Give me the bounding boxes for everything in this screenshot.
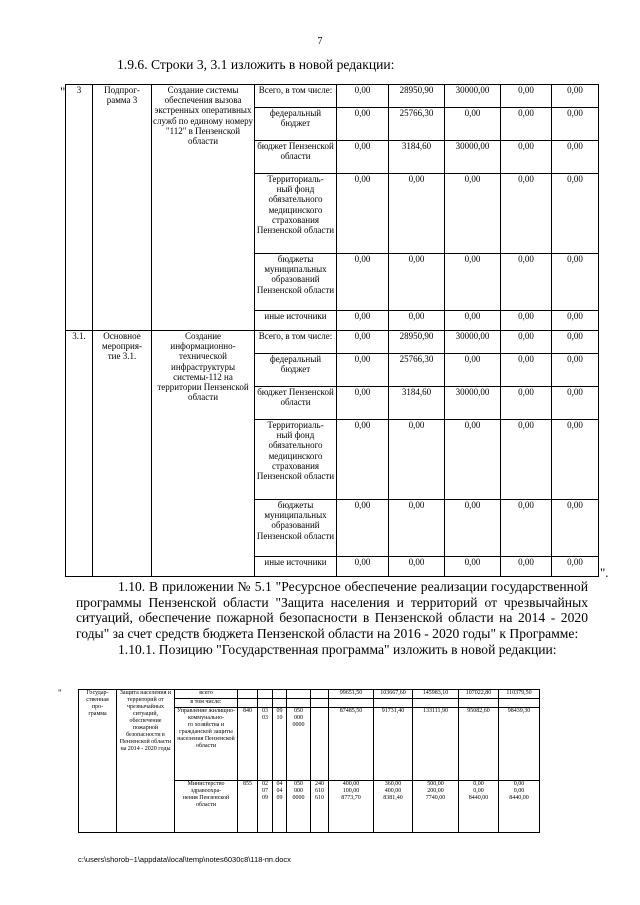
value-cell: 25766,30: [389, 108, 445, 141]
value-cell: 0,00: [445, 174, 501, 254]
funding-source-cell: федеральный бюджет: [255, 108, 337, 141]
value-cell: 360,00 400,00 8381,40: [374, 781, 413, 833]
funding-source-cell: Всего, в том числе:: [255, 85, 337, 108]
value-cell: 91731,40: [374, 708, 413, 781]
code-cell: 240 610 610: [311, 781, 329, 833]
value-cell: 0,00: [552, 108, 599, 141]
code-cell: [273, 690, 287, 699]
paragraph-1-10-text: 1.10. В приложении № 5.1 "Ресурсное обеспечение реализации государственной программы Пензенской области "Защита населения и территорий от чрезвычайных ситуаций, обеспечение пожарной безопасности в Пензенской области на 2014 - 2020 годы" за счет средств бюджета Пензенской области на 2016 - 2020 годы" к Программе:: [76, 579, 588, 641]
empty-cell: [287, 699, 311, 708]
value-cell: 0,00: [337, 557, 389, 577]
value-cell: 0,00: [389, 254, 445, 311]
code-cell: 03 03: [258, 708, 273, 781]
code-cell: 04 04 09: [273, 781, 287, 833]
value-cell: 0,00: [337, 254, 389, 311]
value-cell: 0,00: [552, 254, 599, 311]
empty-cell: [273, 699, 287, 708]
value-cell: 30000,00: [445, 331, 501, 354]
code-cell: [238, 690, 258, 699]
code-cell: [258, 690, 273, 699]
value-cell: 0,00: [552, 174, 599, 254]
empty-cell: [459, 699, 499, 708]
code-cell: 855: [238, 781, 258, 833]
empty-cell: [374, 699, 413, 708]
value-cell: 0,00: [552, 387, 599, 420]
executor-cell: Министерство здравоохра- нения Пензенской области: [175, 781, 238, 833]
value-cell: 0,00: [552, 354, 599, 387]
value-cell: 0,00: [501, 108, 552, 141]
funding-source-cell: Территориаль- ный фонд обязательного медицинского страхования Пензенской области: [255, 420, 337, 500]
value-cell: 0,00: [501, 311, 552, 331]
value-cell: 0,00: [501, 420, 552, 500]
value-cell: 0,00: [337, 141, 389, 174]
executor-cell: Управление жилищно- коммунально- го хозяйства и гражданской защиты населения Пензенской области: [175, 708, 238, 781]
value-cell: 98439,30: [499, 708, 540, 781]
value-cell: 0,00: [337, 420, 389, 500]
value-cell: 3184,60: [389, 387, 445, 420]
including-label-cell: в том числе:: [175, 699, 238, 708]
program-name-cell: Подпрог- рамма 3: [93, 85, 152, 331]
value-cell: 0,00: [337, 311, 389, 331]
paragraph-1-10-1: 1.10.1. Позицию "Государственная программа" изложить в новой редакции:: [118, 642, 557, 657]
value-cell: 0,00: [501, 500, 552, 557]
empty-cell: [499, 699, 540, 708]
code-cell: [311, 690, 329, 699]
empty-cell: [311, 699, 329, 708]
value-cell: 0,00: [552, 557, 599, 577]
empty-cell: [258, 699, 273, 708]
value-cell: 28950,90: [389, 331, 445, 354]
code-cell: 09 10: [273, 708, 287, 781]
value-cell: 0,00: [501, 141, 552, 174]
empty-cell: [413, 699, 459, 708]
value-cell: 0,00: [337, 387, 389, 420]
value-cell: 28950,90: [389, 85, 445, 108]
value-cell: 3184,60: [389, 141, 445, 174]
footer-file-path: c:\users\shorob~1\appdata\local\temp\notes6030c8\118-пп.docx: [78, 855, 291, 864]
value-cell: 0,00: [552, 331, 599, 354]
program-description-cell: Создание информационно- технической инфраструктуры системы-112 на территории Пензенской области: [152, 331, 255, 577]
total-value-cell: 99651,50: [329, 690, 374, 699]
resources-table: [65, 84, 599, 577]
funding-source-cell: федеральный бюджет: [255, 354, 337, 387]
value-cell: 0,00: [552, 311, 599, 331]
value-cell: 0,00: [552, 500, 599, 557]
value-cell: 0,00: [445, 254, 501, 311]
value-cell: 0,00: [337, 331, 389, 354]
total-value-cell: 145983,10: [413, 690, 459, 699]
value-cell: 0,00: [445, 420, 501, 500]
value-cell: 133111,90: [413, 708, 459, 781]
row-number-cell: 3.1.: [66, 331, 93, 577]
value-cell: 0,00 0,00 8440,00: [499, 781, 540, 833]
table-row: [66, 85, 599, 108]
funding-source-cell: бюджеты муниципальных образований Пензенской области: [255, 500, 337, 557]
funding-source-cell: Всего, в том числе:: [255, 331, 337, 354]
value-cell: 0,00: [389, 311, 445, 331]
value-cell: 0,00: [445, 108, 501, 141]
value-cell: 95082,60: [459, 708, 499, 781]
code-cell: [287, 690, 311, 699]
program-name-cell: Защита населения и территорий от чрезвычайных ситуаций, обеспечение пожарной безопасности в Пензенской области на 2014 - 2020 годы: [117, 690, 175, 833]
value-cell: 0,00: [552, 85, 599, 108]
code-cell: 050 000 0000: [287, 708, 311, 781]
value-cell: 0,00: [337, 500, 389, 557]
open-quote-1: ": [60, 84, 66, 99]
row-number-cell: 3: [66, 85, 93, 331]
code-cell: [311, 708, 329, 781]
value-cell: 87485,50: [329, 708, 374, 781]
value-cell: 0,00 0,00 8440,00: [459, 781, 499, 833]
funding-source-cell: бюджет Пензенской области: [255, 387, 337, 420]
value-cell: 0,00: [501, 174, 552, 254]
funding-source-cell: иные источники: [255, 557, 337, 577]
program-name-cell: Основное мероприя- тие 3.1.: [93, 331, 152, 577]
funding-source-cell: бюджет Пензенской области: [255, 141, 337, 174]
total-value-cell: 110379,50: [499, 690, 540, 699]
value-cell: 0,00: [389, 420, 445, 500]
value-cell: 0,00: [501, 557, 552, 577]
table-row: [66, 331, 599, 354]
value-cell: 0,00: [552, 420, 599, 500]
total-label-cell: всего: [175, 690, 238, 699]
value-cell: 0,00: [445, 311, 501, 331]
state-program-table: [78, 689, 601, 833]
heading-1-9-6: 1.9.6. Строки 3, 3.1 изложить в новой редакции:: [117, 57, 395, 72]
value-cell: 500,00 200,00 7740,00: [413, 781, 459, 833]
value-cell: 30000,00: [445, 85, 501, 108]
total-value-cell: 107022,80: [459, 690, 499, 699]
value-cell: 0,00: [552, 141, 599, 174]
funding-source-cell: Территориаль- ный фонд обязательного медицинского страхования Пензенской области: [255, 174, 337, 254]
value-cell: 0,00: [389, 174, 445, 254]
close-quote-1: ".: [600, 565, 609, 580]
value-cell: 0,00: [445, 500, 501, 557]
value-cell: 30000,00: [445, 387, 501, 420]
value-cell: 0,00: [445, 354, 501, 387]
paragraph-1-10: [76, 579, 588, 641]
table-row: [79, 690, 601, 699]
value-cell: 25766,30: [389, 354, 445, 387]
open-quote-2: ": [58, 688, 62, 698]
program-status-cell: Государ- ственная про- грамма: [79, 690, 117, 833]
value-cell: 0,00: [501, 331, 552, 354]
value-cell: 0,00: [501, 387, 552, 420]
code-cell: 02 07 09: [258, 781, 273, 833]
empty-cell: [329, 699, 374, 708]
funding-source-cell: иные источники: [255, 311, 337, 331]
total-value-cell: 103667,60: [374, 690, 413, 699]
value-cell: 30000,00: [445, 141, 501, 174]
value-cell: 0,00: [337, 85, 389, 108]
value-cell: 400,00 100,00 8773,70: [329, 781, 374, 833]
value-cell: 0,00: [389, 557, 445, 577]
value-cell: 0,00: [445, 557, 501, 577]
value-cell: 0,00: [501, 85, 552, 108]
value-cell: 0,00: [389, 500, 445, 557]
page-number: 7: [317, 36, 323, 47]
empty-cell: [238, 699, 258, 708]
code-cell: 050 000 0000: [287, 781, 311, 833]
funding-source-cell: бюджеты муниципальных образований Пензенской области: [255, 254, 337, 311]
program-description-cell: Создание системы обеспечения вызова экстренных оперативных служб по единому номеру "112" в Пензенской области: [152, 85, 255, 331]
code-cell: 840: [238, 708, 258, 781]
value-cell: 0,00: [337, 174, 389, 254]
value-cell: 0,00: [337, 108, 389, 141]
value-cell: 0,00: [501, 354, 552, 387]
value-cell: 0,00: [501, 254, 552, 311]
value-cell: 0,00: [337, 354, 389, 387]
